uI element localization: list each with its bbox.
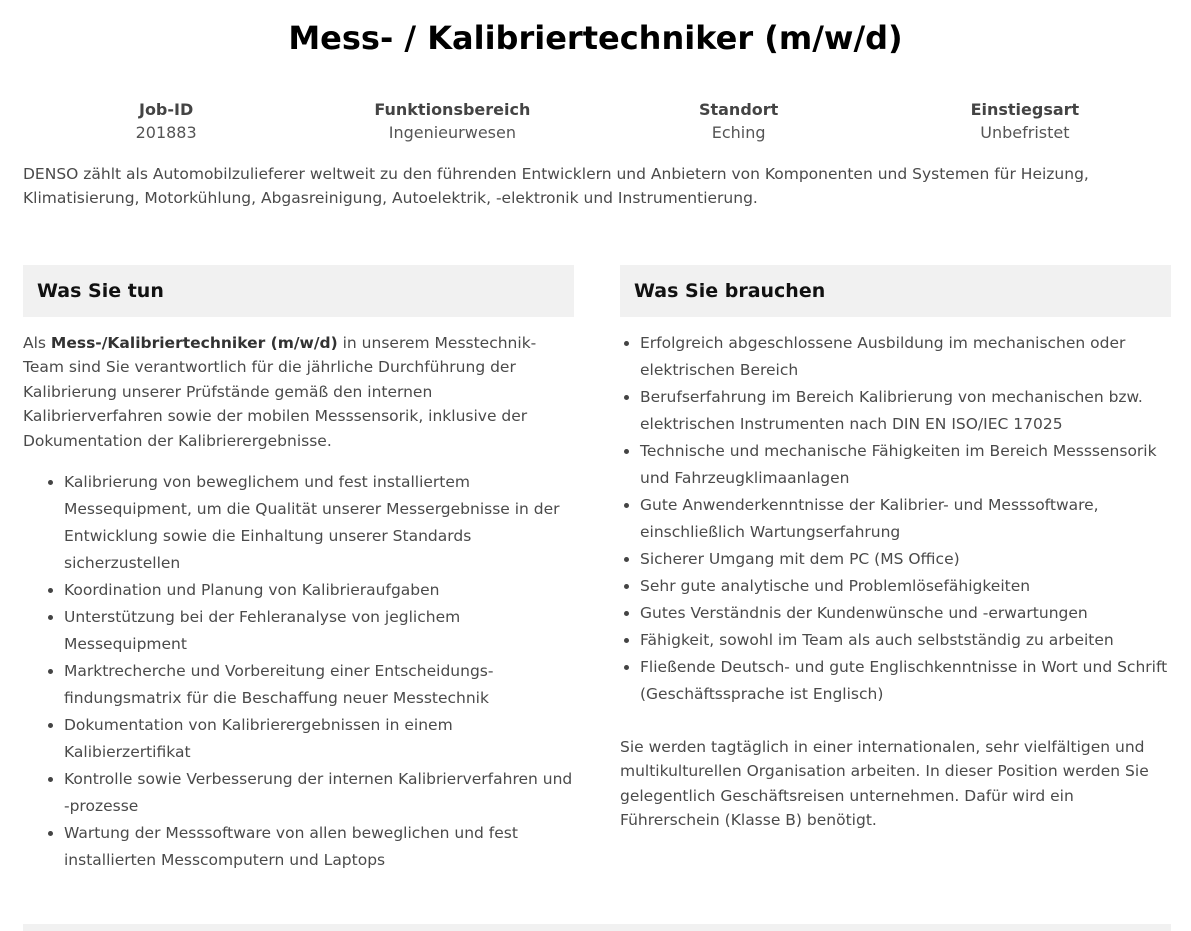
meta-label: Einstiegsart	[970, 100, 1080, 119]
list-item: • Sicherer Umgang mit dem PC (MS Office)	[640, 546, 1171, 573]
meta-value: Eching	[711, 123, 766, 142]
job-title: Mess- / Kalibriertechniker (m/w/d)	[288, 19, 903, 57]
list-item: • Dokumentation von Kalibrierergebnissen in einem Kalibierzertifikat	[64, 712, 574, 766]
tasks-intro-rest: in unserem Messtechnik-Team sind Sie verantwortlich für die jährliche Durchführung der Kalibrierung unserer Prüfstände gemäß den internen Kalibrierverfahren sowie der mobilen Messsensorik, inklusive der Dokumentation der Kalibrierergebnisse.	[23, 334, 537, 450]
list-item: • Erfolgreich abgeschlossene Ausbildung im mechanischen oder elektrischen Bereich	[640, 330, 1171, 384]
requirements-section	[620, 265, 1171, 874]
meta-function-area	[309, 99, 595, 145]
company-intro: DENSO zählt als Automobilzulieferer weltweit zu den führenden Entwicklern und Anbietern von Komponenten und Systemen für Heizung, Klimatisierung, Motorkühlung, Abgasreinigung, Autoelektrik, -elektronik und Instrumentierung.	[23, 165, 1089, 207]
job-meta	[0, 99, 1191, 145]
meta-location	[596, 99, 882, 145]
meta-label: Job-ID	[138, 100, 194, 119]
meta-value: 201883	[135, 123, 197, 142]
list-item: • Sehr gute analytische und Problemlösefähigkeiten	[640, 573, 1171, 600]
requirements-list	[620, 330, 1171, 708]
tasks-heading: Was Sie tun	[23, 265, 574, 317]
meta-label: Funktionsbereich	[374, 100, 531, 119]
list-item: • Gute Anwenderkenntnisse der Kalibrier- und Messsoftware, einschließlich Wartungserfahrung	[640, 492, 1171, 546]
list-item: • Gutes Verständnis der Kundenwünsche und -erwartungen	[640, 600, 1171, 627]
list-item: • Kontrolle sowie Verbesserung der internen Kalibrierverfahren und -prozesse	[64, 766, 574, 820]
list-item: • Berufserfahrung im Bereich Kalibrierung von mechanischen bzw. elektrischen Instrumenten nach DIN EN ISO/IEC 17025	[640, 384, 1171, 438]
job-columns	[23, 265, 1171, 874]
meta-job-id	[23, 99, 309, 145]
requirements-closing: Sie werden tagtäglich in einer internationalen, sehr vielfältigen und multikulturellen Organisation arbeiten. In dieser Position werden Sie gelegentlich Geschäftsreisen unternehmen. Dafür wird ein Führerschein (Klasse B) benötigt.	[620, 738, 1149, 830]
meta-value: Unbefristet	[980, 123, 1070, 142]
tasks-list	[23, 469, 574, 874]
tasks-intro-prefix: Als	[23, 334, 51, 352]
list-item: • Marktrecherche und Vorbereitung einer Entscheidungs-findungsmatrix für die Beschaffung neuer Messtechnik	[64, 658, 574, 712]
list-item: • Fließende Deutsch- und gute Englischkenntnisse in Wort und Schrift (Geschäftssprache ist Englisch)	[640, 654, 1171, 708]
tasks-intro	[23, 331, 574, 453]
list-item: • Technische und mechanische Fähigkeiten im Bereich Messsensorik und Fahrzeugklimaanlagen	[640, 438, 1171, 492]
list-item: • Wartung der Messsoftware von allen beweglichen und fest installierten Messcomputern und Laptops	[64, 820, 574, 874]
list-item: • Koordination und Planung von Kalibrieraufgaben	[64, 577, 574, 604]
meta-entry-type	[882, 99, 1168, 145]
list-item: • Unterstützung bei der Fehleranalyse von jeglichem Messequipment	[64, 604, 574, 658]
list-item: • Kalibrierung von beweglichem und fest installiertem Messequipment, um die Qualität unserer Messergebnisse in der Entwicklung sowie die Einhaltung unserer Standards sicherzustellen	[64, 469, 574, 577]
list-item: • Fähigkeit, sowohl im Team als auch selbstständig zu arbeiten	[640, 627, 1171, 654]
footer-divider	[23, 924, 1171, 931]
requirements-heading: Was Sie brauchen	[620, 265, 1171, 317]
tasks-intro-role: Mess-/Kalibriertechniker (m/w/d)	[50, 334, 338, 352]
tasks-section	[23, 265, 574, 874]
meta-value: Ingenieurwesen	[388, 123, 516, 142]
meta-label: Standort	[698, 100, 779, 119]
